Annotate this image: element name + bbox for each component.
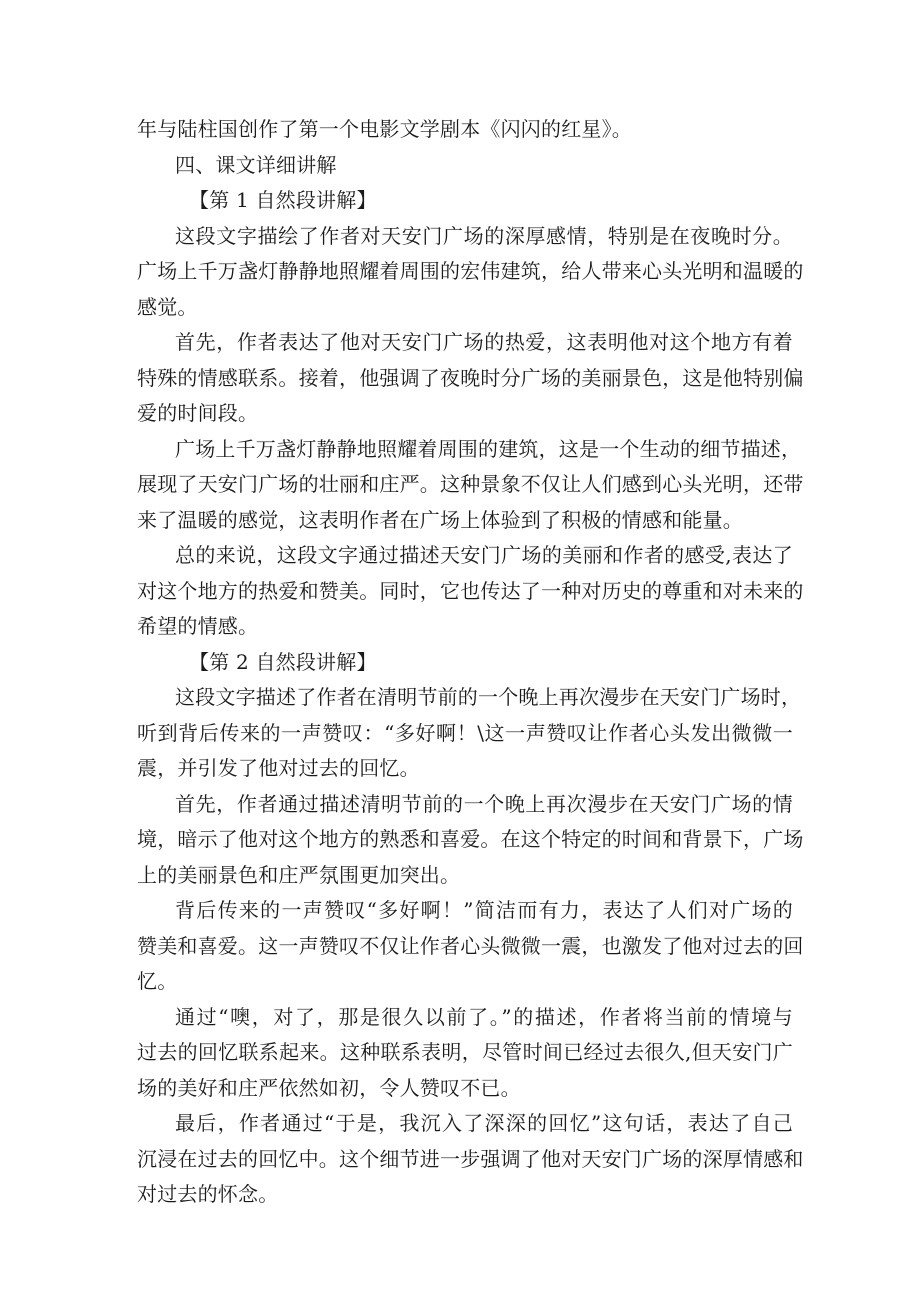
text-line: 对这个地方的热爱和赞美。同时，它也传达了一种对历史的尊重和对未来的 bbox=[137, 578, 804, 603]
text-line: 境，暗示了他对这个地方的熟悉和喜爱。在这个特定的时间和背景下，广场 bbox=[137, 827, 804, 851]
text-line: 对过去的怀念。 bbox=[137, 1182, 279, 1206]
text-line: 这段文字描绘了作者对天安门广场的深厚感情，特别是在夜晚时分。 bbox=[175, 223, 793, 248]
text-line: 最后，作者通过“于是，我沉入了深深的回忆”这句话，表达了自己 bbox=[175, 1111, 793, 1135]
text-line: 来了温暖的感觉，这表明作者在广场上体验到了积极的情感和能量。 bbox=[137, 507, 743, 532]
paragraph-heading: 【第 2 自然段讲解】 bbox=[189, 649, 377, 674]
text-line: 这段文字描述了作者在清明节前的一个晚上再次漫步在天安门广场时， bbox=[175, 685, 802, 709]
text-line: 过去的回忆联系起来。这种联系表明，尽管时间已经过去很久,但天安门广 bbox=[137, 1040, 793, 1064]
text-line: 年与陆柱国创作了第一个电影文学剧本《闪闪的红星》。 bbox=[137, 117, 632, 141]
text-line: 赞美和喜爱。这一声赞叹不仅让作者心头微微一震，也激发了他对过去的回 bbox=[137, 933, 804, 958]
section-heading: 四、课文详细讲解 bbox=[175, 152, 337, 177]
text-line: 上的美丽景色和庄严氛围更加突出。 bbox=[137, 862, 461, 887]
text-line: 忆。 bbox=[137, 969, 178, 993]
text-line: 广场上千万盏灯静静地照耀着周围的建筑，这是一个生动的细节描述， bbox=[175, 436, 802, 461]
text-line: 感觉。 bbox=[137, 294, 198, 319]
text-line: 希望的情感。 bbox=[137, 614, 259, 638]
text-line: 首先，作者通过描述清明节前的一个晚上再次漫步在天安门广场的情 bbox=[175, 791, 793, 816]
text-line: 总的来说，这段文字通过描述天安门广场的美丽和作者的感受,表达了 bbox=[175, 543, 793, 567]
text-line: 广场上千万盏灯静静地照耀着周围的宏伟建筑，给人带来心头光明和温暖的 bbox=[137, 259, 804, 283]
paragraph-heading: 【第 1 自然段讲解】 bbox=[189, 188, 377, 212]
text-line: 爱的时间段。 bbox=[137, 401, 259, 425]
text-line: 展现了天安门广场的壮丽和庄严。这种景象不仅让人们感到心头光明，还带 bbox=[137, 472, 804, 496]
text-line: 听到背后传来的一声赞叹：“多好啊！\这一声赞叹让作者心头发出微微一 bbox=[137, 720, 793, 745]
text-line: 震，并引发了他对过去的回忆。 bbox=[137, 756, 420, 780]
text-line: 背后传来的一声赞叹“多好啊！”简洁而有力，表达了人们对广场的 bbox=[175, 898, 793, 922]
text-line: 通过“噢，对了，那是很久以前了。”的描述，作者将当前的情境与 bbox=[175, 1004, 793, 1029]
text-line: 特殊的情感联系。接着，他强调了夜晚时分广场的美丽景色，这是他特别偏 bbox=[137, 365, 804, 390]
text-line: 沉浸在过去的回忆中。这个细节进一步强调了他对天安门广场的深厚情感和 bbox=[137, 1146, 804, 1171]
text-line: 首先，作者表达了他对天安门广场的热爱，这表明他对这个地方有着 bbox=[175, 330, 793, 354]
text-line: 场的美好和庄严依然如初，令人赞叹不已。 bbox=[137, 1075, 521, 1100]
document-body bbox=[137, 112, 804, 1213]
